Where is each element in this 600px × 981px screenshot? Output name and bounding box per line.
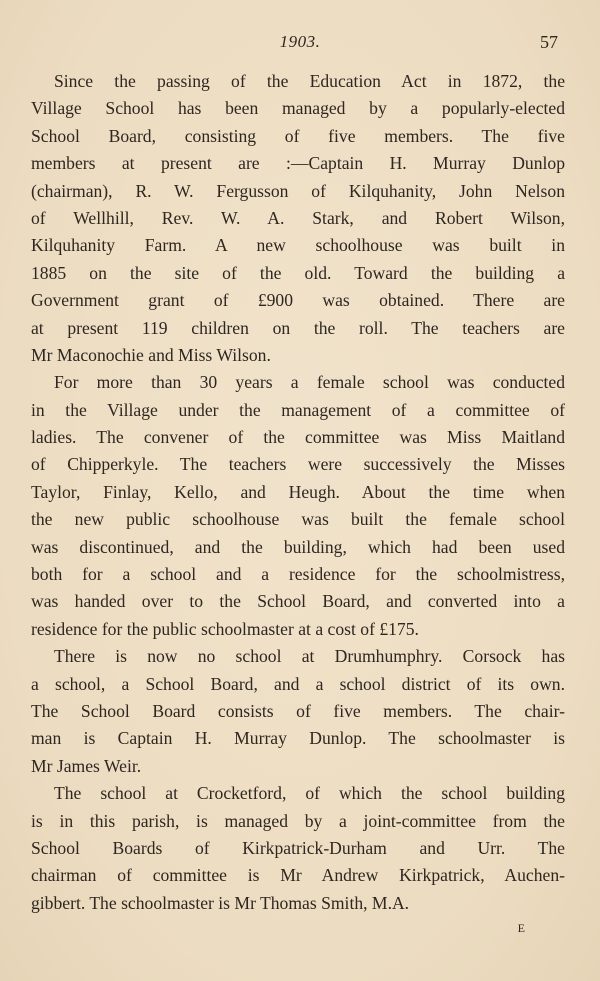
text-line: was discontinued, and the building, which had been used [31,536,565,557]
text-line: Kilquhanity Farm. A new schoolhouse was built in [31,235,565,256]
running-head: 1903. [279,32,321,51]
text-line: ladies. The convener of the committee was Miss Maitland [31,427,565,448]
text-line: Taylor, Finlay, Kello, and Heugh. About the time when [31,481,565,502]
text-line: School Board, consisting of five members. The five [31,125,565,146]
text-line: There is now no school at Drumhumphry. Corsock has [54,646,565,667]
text-line: School Boards of Kirkpatrick-Durham and Urr. The [31,837,565,858]
text-line: at present 119 children on the roll. The teachers are [31,317,565,338]
text-line: Since the passing of the Education Act in 1872, the [54,71,565,91]
text-line: The School Board consists of five members. The chair- [31,700,565,721]
page-number: 57 [540,32,558,52]
text-line: members at present are :—Captain H. Murray Dunlop [31,153,565,174]
text-line: residence for the public schoolmaster at a cost of £175. [31,618,419,639]
text-line: man is Captain H. Murray Dunlop. The schoolmaster is [31,728,565,749]
text-line: of Wellhill, Rev. W. A. Stark, and Robert Wilson, [31,207,565,228]
text-line: chairman of committee is Mr Andrew Kirkpatrick, Auchen- [31,865,565,886]
text-line: is in this parish, is managed by a joint-committee from the [31,810,565,831]
text-line: 1885 on the site of the old. Toward the building a [31,262,565,283]
text-line: in the Village under the management of a committee of [31,399,565,420]
text-line: gibbert. The schoolmaster is Mr Thomas Smith, M.A. [31,892,410,913]
text-line: of Chipperkyle. The teachers were successively the Misses [31,454,565,475]
text-line: was handed over to the School Board, and converted into a [31,591,565,612]
page-header [0,32,600,58]
text-line: (chairman), R. W. Fergusson of Kilquhanity, John Nelson [31,180,565,201]
text-line: a school, a School Board, and a school district of its own. [31,673,565,694]
text-line: both for a school and a residence for the schoolmistress, [31,564,565,585]
signature-mark: E [517,921,526,935]
text-line: For more than 30 years a female school was conducted [54,372,565,393]
text-line: the new public schoolhouse was built the female school [31,509,565,530]
text-line: Village School has been managed by a popularly-elected [31,98,565,119]
text-line: Mr Maconochie and Miss Wilson. [31,344,271,365]
text-line: The school at Crocketford, of which the school building [54,783,565,804]
text-line: Mr James Weir. [31,755,142,776]
body-text [31,68,565,917]
text-line: Government grant of £900 was obtained. There are [31,290,565,311]
